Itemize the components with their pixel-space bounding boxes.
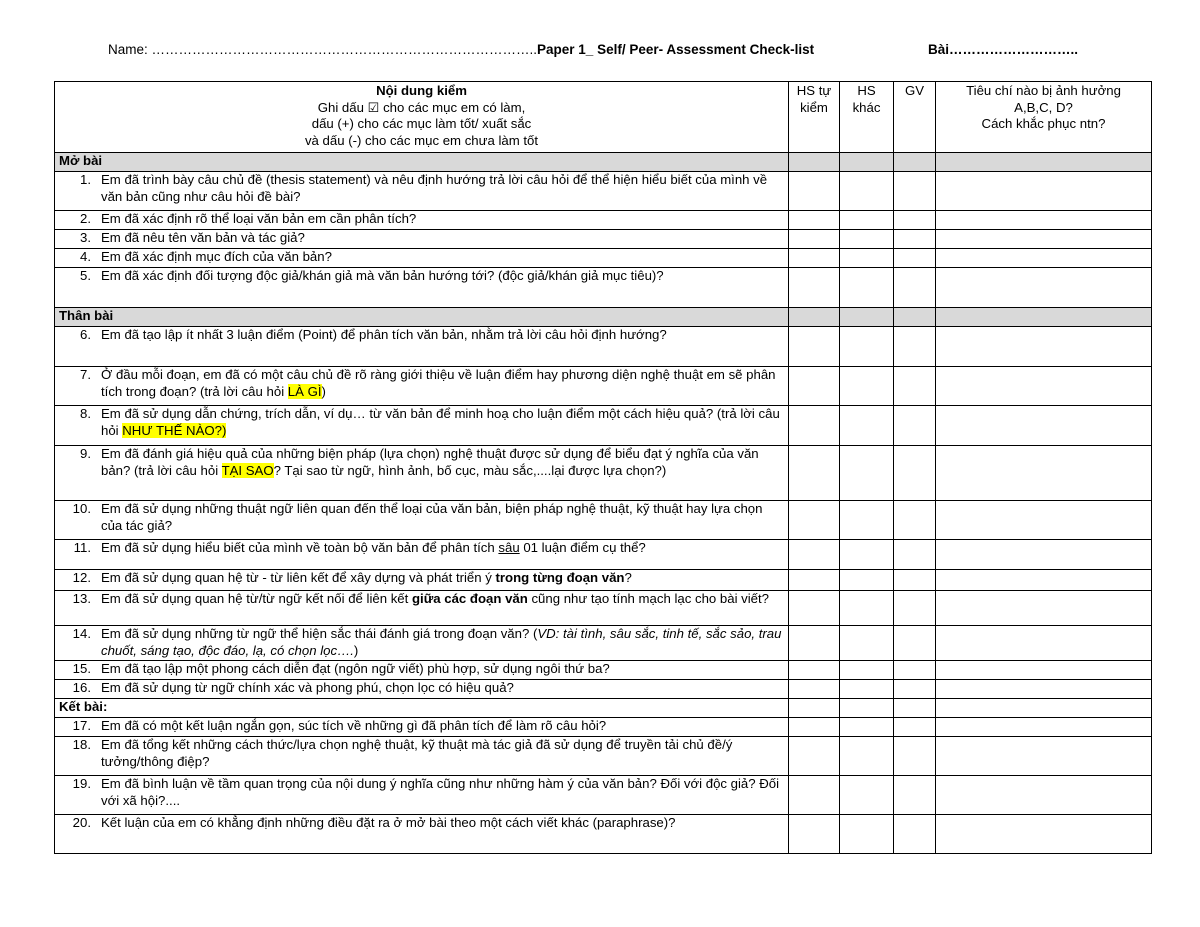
criteria-cell[interactable] (936, 327, 1152, 367)
table-row (55, 815, 1152, 854)
table-header-row (55, 82, 1152, 153)
section-title: Thân bài (55, 308, 789, 327)
item-text (101, 591, 784, 608)
item-number: 4. (80, 249, 91, 264)
item-number: 2. (80, 211, 91, 226)
item-number: 10. (72, 501, 91, 516)
teacher-check-cell[interactable] (894, 446, 936, 501)
criteria-cell[interactable] (936, 406, 1152, 446)
teacher-check-cell[interactable] (894, 661, 936, 680)
item-number: 13. (72, 591, 91, 606)
item-text-part: 01 luận điểm cụ thể? (519, 540, 646, 555)
item-text: Em đã sử dụng những thuật ngữ liên quan đến thể loại của văn bản, biện pháp nghệ thuật, kỹ thuật hay lựa chọn của tác giả? (101, 501, 763, 533)
section-cell (789, 308, 840, 327)
peer-check-cell[interactable] (840, 249, 894, 268)
section-cell (936, 153, 1152, 172)
peer-check-cell[interactable] (840, 570, 894, 591)
table-row (55, 591, 1152, 626)
section-cell (894, 153, 936, 172)
criteria-cell[interactable] (936, 626, 1152, 661)
criteria-cell[interactable] (936, 661, 1152, 680)
peer-check-cell[interactable] (840, 327, 894, 367)
item-text (101, 406, 784, 439)
item-content (55, 718, 789, 737)
table-row (55, 570, 1152, 591)
checklist-table (54, 81, 1152, 854)
item-text: Em đã xác định đối tượng độc giả/khán giả mà văn bản hướng tới? (độc giả/khán giả mục tiêu)? (101, 268, 664, 283)
section-cell (789, 699, 840, 718)
teacher-check-cell[interactable] (894, 570, 936, 591)
header-teacher: GV (894, 82, 936, 153)
item-text (101, 626, 784, 659)
self-check-cell[interactable] (789, 501, 840, 540)
item-content (55, 540, 789, 570)
item-number: 19. (72, 776, 91, 791)
table-row (55, 249, 1152, 268)
criteria-cell[interactable] (936, 172, 1152, 211)
item-text-part: Em đã đánh giá hiệu quả của những biện pháp (lựa chọn) nghệ thuật được sử dụng để biểu đạt ý nghĩa của văn bản? (trả lời câu hỏi (101, 446, 759, 478)
item-text-part: ? (624, 570, 632, 585)
section-cell (936, 308, 1152, 327)
self-check-cell[interactable] (789, 570, 840, 591)
self-check-cell[interactable] (789, 540, 840, 570)
teacher-check-cell[interactable] (894, 406, 936, 446)
document-title: Paper 1_ Self/ Peer- Assessment Check-list (537, 42, 815, 57)
teacher-check-cell[interactable] (894, 327, 936, 367)
italic-text: VD: tài tình, sâu sắc, tinh tế, sắc sảo, trau chuốt, sáng tạo, độc đáo, lạ, có chọn lọc…. (101, 626, 782, 658)
section-cell (936, 699, 1152, 718)
header-content-title: Nội dung kiểm (376, 83, 467, 98)
criteria-cell[interactable] (936, 501, 1152, 540)
item-number: 9. (80, 446, 91, 461)
criteria-cell[interactable] (936, 591, 1152, 626)
teacher-check-cell[interactable] (894, 249, 936, 268)
header-criteria (936, 82, 1152, 153)
peer-check-cell[interactable] (840, 446, 894, 501)
highlight-text: TẠI SAO (221, 462, 274, 478)
header-content-line: Ghi dấu ☑ cho các mục em có làm, (317, 99, 526, 115)
teacher-check-cell[interactable] (894, 626, 936, 661)
criteria-cell[interactable] (936, 680, 1152, 699)
peer-check-cell[interactable] (840, 230, 894, 249)
header-criteria-line: A,B,C, D? (1014, 99, 1073, 115)
item-number: 8. (80, 406, 91, 421)
item-text: Em đã bình luận về tầm quan trọng của nội dung ý nghĩa cũng như những hàm ý của văn bản? Đối với độc giả? Đối với xã hội?.... (101, 776, 780, 808)
name-label: Name: (108, 42, 152, 57)
teacher-check-cell[interactable] (894, 776, 936, 815)
self-check-cell[interactable] (789, 249, 840, 268)
self-check-cell[interactable] (789, 367, 840, 406)
self-check-cell[interactable] (789, 776, 840, 815)
item-text: Em đã nêu tên văn bản và tác giả? (101, 230, 305, 245)
item-number: 6. (80, 327, 91, 342)
peer-check-cell[interactable] (840, 540, 894, 570)
self-check-cell[interactable] (789, 406, 840, 446)
criteria-cell[interactable] (936, 718, 1152, 737)
criteria-cell[interactable] (936, 367, 1152, 406)
item-content (55, 211, 789, 230)
item-text-part: Em đã sử dụng những từ ngữ thể hiện sắc thái đánh giá trong đoạn văn? ( (101, 626, 538, 641)
teacher-check-cell[interactable] (894, 367, 936, 406)
item-text: Em đã có một kết luận ngắn gọn, súc tích về những gì đã phân tích để làm rõ câu hỏi? (101, 718, 607, 733)
item-number: 12. (72, 570, 91, 585)
criteria-cell[interactable] (936, 815, 1152, 854)
item-number: 14. (72, 626, 91, 641)
peer-check-cell[interactable] (840, 591, 894, 626)
table-row (55, 737, 1152, 776)
table-row (55, 406, 1152, 446)
self-check-cell[interactable] (789, 737, 840, 776)
header-content (55, 82, 789, 153)
criteria-cell[interactable] (936, 570, 1152, 591)
item-number: 20. (72, 815, 91, 830)
table-row (55, 661, 1152, 680)
peer-check-cell[interactable] (840, 718, 894, 737)
bold-text: trong từng đoạn văn (495, 570, 625, 585)
table-row (55, 776, 1152, 815)
item-text: Em đã sử dụng từ ngữ chính xác và phong phú, chọn lọc có hiệu quả? (101, 680, 514, 695)
item-text: Em đã tổng kết những cách thức/lựa chọn nghệ thuật, kỹ thuật mà tác giả đã sử dụng để truyền tải chủ đề/ý tưởng/thông điệp? (101, 737, 733, 769)
table-row (55, 230, 1152, 249)
item-text-part: cũng như tạo tính mạch lạc cho bài viết? (527, 591, 770, 606)
teacher-check-cell[interactable] (894, 268, 936, 308)
section-cell (894, 308, 936, 327)
section-row-conclusion (55, 699, 1152, 718)
item-text (101, 446, 784, 479)
self-check-cell[interactable] (789, 680, 840, 699)
self-check-cell[interactable] (789, 230, 840, 249)
self-check-cell[interactable] (789, 172, 840, 211)
teacher-check-cell[interactable] (894, 230, 936, 249)
self-check-cell[interactable] (789, 815, 840, 854)
peer-check-cell[interactable] (840, 626, 894, 661)
section-cell (840, 153, 894, 172)
item-text: Em đã tạo lập ít nhất 3 luận điểm (Point) để phân tích văn bản, nhằm trả lời câu hỏi định hướng? (101, 327, 667, 342)
section-cell (840, 308, 894, 327)
header-peer-check: HS khác (840, 82, 894, 153)
table-row (55, 501, 1152, 540)
self-check-cell[interactable] (789, 211, 840, 230)
item-content (55, 249, 789, 268)
table-row (55, 626, 1152, 661)
item-content (55, 230, 789, 249)
item-text-part: Em đã sử dụng hiểu biết của mình về toàn bộ văn bản để phân tích (101, 540, 499, 555)
item-content (55, 661, 789, 680)
criteria-cell[interactable] (936, 540, 1152, 570)
teacher-check-cell[interactable] (894, 540, 936, 570)
highlight-text: NHƯ THẾ NÀO?) (122, 422, 227, 438)
table-row (55, 540, 1152, 570)
criteria-cell[interactable] (936, 249, 1152, 268)
item-content (55, 406, 789, 446)
underlined-text: sâu (498, 540, 520, 555)
peer-check-cell[interactable] (840, 406, 894, 446)
section-cell (789, 153, 840, 172)
peer-check-cell[interactable] (840, 680, 894, 699)
page-header (108, 42, 1079, 57)
item-content (55, 737, 789, 776)
section-row-intro (55, 153, 1152, 172)
criteria-cell[interactable] (936, 737, 1152, 776)
item-text-part: Em đã sử dụng quan hệ từ - từ liên kết để xây dựng và phát triển ý (101, 570, 496, 585)
item-text: Em đã trình bày câu chủ đề (thesis statement) và nêu định hướng trả lời câu hỏi để thể hiện hiểu biết của mình về văn bản cũng như câu hỏi đề bài? (101, 172, 768, 204)
section-title: Mở bài (55, 153, 789, 172)
item-text: Em đã xác định rõ thể loại văn bản em cần phân tích? (101, 211, 417, 226)
item-number: 16. (72, 680, 91, 695)
teacher-check-cell[interactable] (894, 501, 936, 540)
section-cell (894, 699, 936, 718)
self-check-cell[interactable] (789, 327, 840, 367)
header-criteria-line: Cách khắc phục ntn? (981, 116, 1106, 131)
peer-check-cell[interactable] (840, 737, 894, 776)
teacher-check-cell[interactable] (894, 591, 936, 626)
header-self-check: HS tự kiểm (789, 82, 840, 153)
criteria-cell[interactable] (936, 776, 1152, 815)
item-content (55, 776, 789, 815)
self-check-cell[interactable] (789, 626, 840, 661)
item-content (55, 680, 789, 699)
criteria-cell[interactable] (936, 211, 1152, 230)
item-number: 7. (80, 367, 91, 382)
table-row (55, 211, 1152, 230)
item-text (101, 540, 784, 557)
bold-text: giữa các đoạn văn (411, 591, 528, 606)
peer-check-cell[interactable] (840, 501, 894, 540)
peer-check-cell[interactable] (840, 776, 894, 815)
item-content (55, 815, 789, 854)
item-content (55, 591, 789, 626)
self-check-cell[interactable] (789, 591, 840, 626)
table-row (55, 268, 1152, 308)
item-content (55, 446, 789, 501)
self-check-cell[interactable] (789, 718, 840, 737)
teacher-check-cell[interactable] (894, 737, 936, 776)
item-text-part: Ở đầu mỗi đoạn, em đã có một câu chủ đề rõ ràng giới thiệu về luận điểm hay phương diện nghệ thuật em sẽ phân tích trong đoạn? (trả lời câu hỏi (101, 367, 776, 399)
peer-check-cell[interactable] (840, 172, 894, 211)
header-content-line: và dấu (-) cho các mục em chưa làm tốt (304, 132, 539, 148)
table-row (55, 680, 1152, 699)
highlight-text: LÀ GÌ (287, 383, 322, 399)
item-text: Em đã tạo lập một phong cách diễn đạt (ngôn ngữ viết) phù hợp, sử dụng ngôi thứ ba? (101, 661, 610, 676)
item-content (55, 367, 789, 406)
peer-check-cell[interactable] (840, 661, 894, 680)
header-content-line: dấu (+) cho các mục làm tốt/ xuất sắc (311, 116, 532, 131)
item-number: 18. (72, 737, 91, 752)
peer-check-cell[interactable] (840, 268, 894, 308)
header-criteria-line: Tiêu chí nào bị ảnh hưởng (966, 83, 1121, 98)
criteria-cell[interactable] (936, 446, 1152, 501)
item-content (55, 268, 789, 308)
item-content (55, 626, 789, 661)
peer-check-cell[interactable] (840, 367, 894, 406)
teacher-check-cell[interactable] (894, 680, 936, 699)
table-row (55, 718, 1152, 737)
self-check-cell[interactable] (789, 446, 840, 501)
teacher-check-cell[interactable] (894, 172, 936, 211)
name-field[interactable]: ………………………………………………………………………….. (151, 42, 538, 57)
table-row (55, 446, 1152, 501)
section-row-body (55, 308, 1152, 327)
item-text-part: ) (321, 383, 326, 399)
item-content (55, 172, 789, 211)
item-content (55, 327, 789, 367)
item-text-part: Em đã sử dụng quan hệ từ/từ ngữ kết nối để liên kết (101, 591, 412, 606)
criteria-cell[interactable] (936, 230, 1152, 249)
self-check-cell[interactable] (789, 661, 840, 680)
table-row (55, 172, 1152, 211)
teacher-check-cell[interactable] (894, 211, 936, 230)
teacher-check-cell[interactable] (894, 718, 936, 737)
item-content (55, 570, 789, 591)
criteria-cell[interactable] (936, 268, 1152, 308)
item-number: 5. (80, 268, 91, 283)
peer-check-cell[interactable] (840, 815, 894, 854)
bai-field[interactable]: Bài……………………….. (928, 42, 1079, 57)
item-text: Kết luận của em có khẳng định những điều đặt ra ở mở bài theo một cách viết khác (paraphrase)? (101, 815, 676, 830)
teacher-check-cell[interactable] (894, 815, 936, 854)
item-content (55, 501, 789, 540)
section-cell (840, 699, 894, 718)
section-title: Kết bài: (55, 699, 789, 718)
item-text: Em đã xác định mục đích của văn bản? (101, 249, 332, 264)
table-row (55, 327, 1152, 367)
item-text (101, 367, 784, 400)
peer-check-cell[interactable] (840, 211, 894, 230)
item-text (101, 570, 784, 587)
item-number: 15. (72, 661, 91, 676)
table-row (55, 367, 1152, 406)
item-number: 17. (72, 718, 91, 733)
item-number: 11. (73, 540, 91, 555)
item-number: 1. (80, 172, 91, 187)
item-number: 3. (80, 230, 91, 245)
item-text-part: Em đã sử dụng dẫn chứng, trích dẫn, ví dụ… từ văn bản để minh hoạ cho luận điểm một cách hiệu quả? (trả lời câu hỏi (101, 406, 780, 438)
item-text-part: ? Tại sao từ ngữ, hình ảnh, bố cục, màu sắc,....lại được lựa chọn?) (273, 462, 667, 478)
self-check-cell[interactable] (789, 268, 840, 308)
item-text-part: ) (353, 642, 359, 658)
